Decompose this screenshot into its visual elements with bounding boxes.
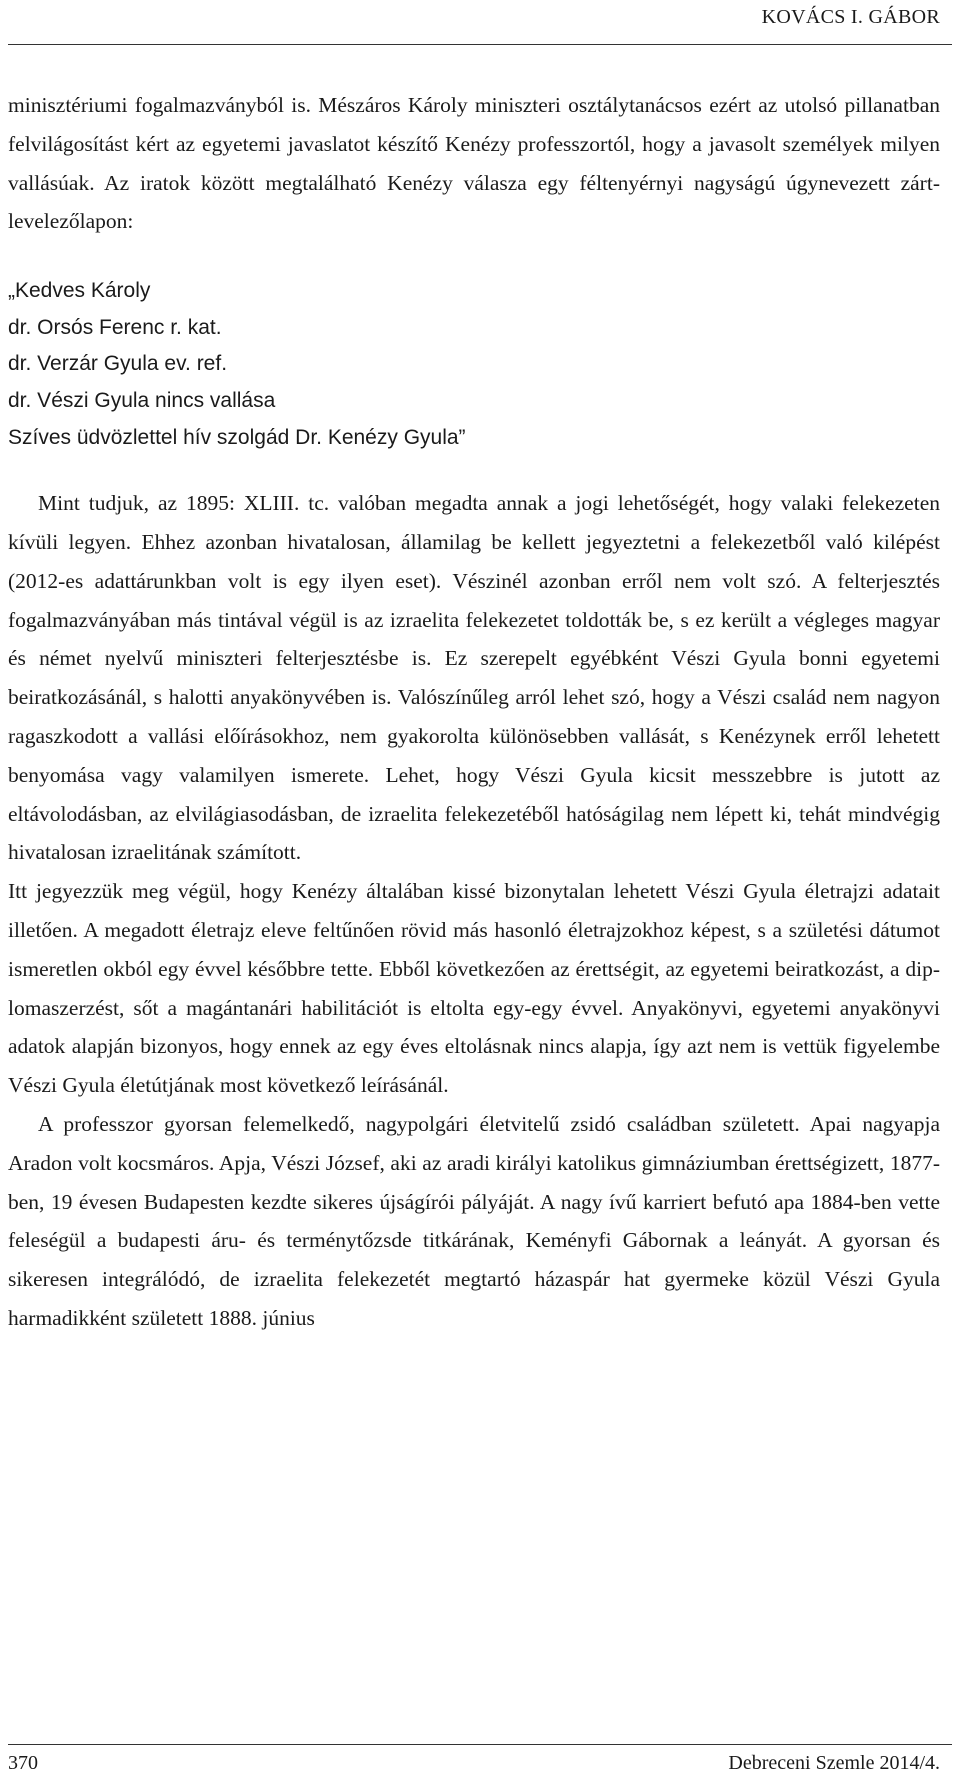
running-header: KOVÁCS I. GÁBOR	[761, 6, 940, 28]
letter-line: dr. Vészi Gyula nincs vallása	[8, 388, 276, 412]
paragraph-2: Mint tudjuk, az 1895: XLIII. tc. valóban megadta annak a jogi lehetőségét, hogy valaki felekezeten kívüli legyen. Ehhez azonban hivatalosan, államilag be kellett jegyeztetni a felekezetből való kilépést (2012-es adattárunkban volt is egy ilyen eset). Vészinél azonban erről nem volt szó. A felterjesztés fogalmazványában más tintával végül is az izraelita felekezetet toldották be, s ez került a végleges magyar és német nyelvű miniszteri felterjesztésbe is. Ez szerepelt egyébként Vészi Gyula bonni egyetemi beiratkozásánál, s halotti anyakönyvében is. Valószínűleg arról lehet szó, hogy a Vészi család nem nagyon ragaszkodott a vallási előírásokhoz, nem gyakorolta különösebben vallását, s Kenézynek erről lehetett benyomása vagy valamilyen ismerete. Lehet, hogy Vészi Gyula kicsit messzebbre is jutott az eltávolodásban, az elvilágiasodásban, de izraelita felekezetéből hatóságilag nem lépett ki, tehát mindvégig hivatalosan izraelitának számított.	[8, 491, 940, 865]
paragraph-3: Itt jegyezzük meg végül, hogy Kenézy általában kissé bizonytalan lehetett Vészi Gyula életrajzi adatait illetően. A megadott életrajz eleve feltűnően rövid más hasonló életrajzokhoz képest, s a születési dátumot ismeretlen okból egy évvel későbbre tette. Ebből következően az érettségit, az egyetemi beiratkozást, a diplomaszerzést, sőt a magántanári habilitációt is eltolta egy-egy évvel. Anyakönyvi, egyetemi anyakönyvi adatok alapján bizonyos, hogy ennek az egy éves eltolásnak nincs alapja, így azt nem is vettük figyelembe Vészi Gyula életútjának most következő leírásánál.	[8, 879, 940, 1098]
body-text	[8, 86, 940, 1338]
letter-line: „Kedves Károly	[8, 279, 151, 303]
page-number: 370	[8, 1752, 38, 1774]
quoted-letter	[8, 273, 940, 456]
letter-line: Szíves üdvözlettel hív szolgád Dr. Kenézy Gyula”	[8, 425, 466, 449]
header-rule	[8, 44, 952, 45]
letter-line: dr. Verzár Gyula ev. ref.	[8, 352, 228, 376]
letter-line: dr. Orsós Ferenc r. kat.	[8, 315, 222, 339]
footer-rule	[8, 1744, 952, 1745]
journal-name: Debreceni Szemle 2014/4.	[728, 1752, 940, 1774]
paragraph-1: minisztériumi fogalmazványból is. Mészáros Károly miniszteri osztálytanácsos ezért az utolsó pillanatban felvilágosítást kért az egyetemi javaslatot készítő Kenézy professzortól, hogy a javasolt személyek milyen vallásúak. Az iratok között megtalálható Kenézy válasza egy féltenyérnyi nagyságú úgynevezett zártlevelezőlapon:	[8, 93, 940, 234]
paragraph-4: A professzor gyorsan felemelkedő, nagypolgári életvitelű zsidó családban született. Apai nagyapja Aradon volt kocsmáros. Apja, Vészi József, aki az aradi királyi katolikus gimnáziumban érettségizett, 1877-ben, 19 évesen Budapesten kezdte sikeres újságírói pályáját. A nagy ívű karriert befutó apa 1884-ben vette feleségül a budapesti áru- és terménytőzsde titkárának, Keményfi Gábornak a leányát. A gyorsan és sikeresen integrálódó, de izraelita felekezetét megtartó házaspár hat gyermeke közül Vészi Gyula harmadikként született 1888. június	[8, 1111, 940, 1330]
